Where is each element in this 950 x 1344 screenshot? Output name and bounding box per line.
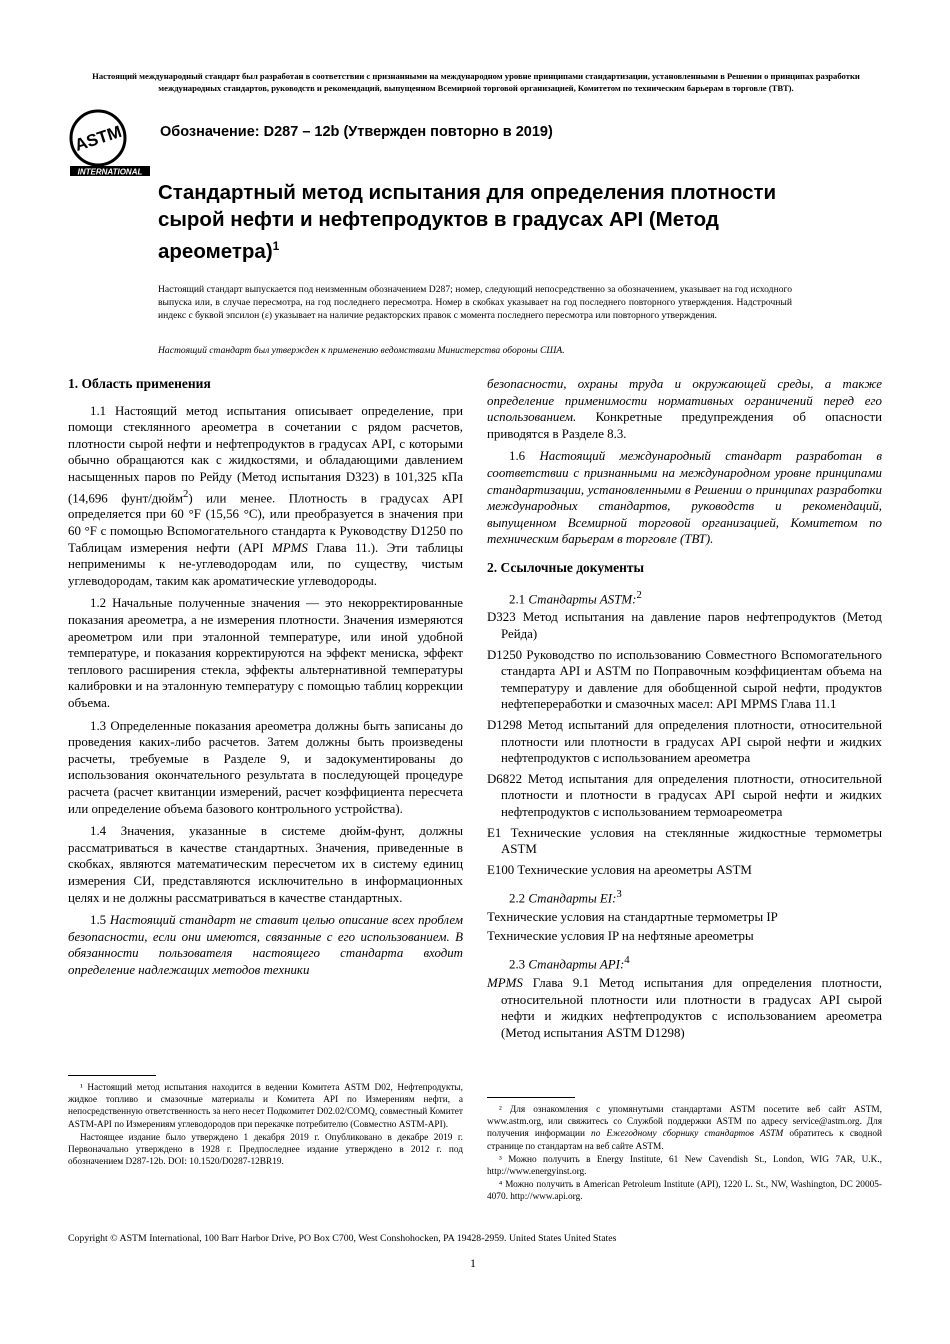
section-1-heading: 1. Область применения [68,376,211,391]
footnote-1-edition: Настоящее издание было утверждено 1 декабря 2019 г. Опубликовано в декабре 2019 г. Первоначально утверждено в 1928 г. Предпоследнее издание утверждено в 2012 г. под обозначением D287-12b. DOI: 10.1520/D0287-12BR19. [68,1132,463,1168]
subsection-2-3: 2.3 Стандарты API:$^4$ [509,954,630,972]
paragraph-1-3: 1.3 Определенные показания ареометра должны быть записаны до проведения каких-либо расчетов. Затем должны быть произведены расчеты, требуемые в Разделе 9, и задокументированы до использования окончательного результата в последующей процедуре расчета (расчет квитанции измерений, расчет коэффициента пересчета или определение объема базового контрольного устройства). [68,718,463,816]
issuance-note: Настоящий стандарт выпускается под неизменным обозначением D287; номер, следующий непосредственно за обозначением, указывает на год исходного выпуска или, в случае пересмотра, на год последнего пересмотра. Номер в скобках указывает на год последнего повторного утверждения. Надстрочный индекс с буквой эпсилон (ε) указывает на наличие редакторских правок с момента последнего пересмотра или повторного утверждения. [158,284,792,322]
ref-ip-hydrometers: Технические условия IP на нефтяные ареометры [487,928,754,943]
paragraph-1-1: 1.1 Настоящий метод испытания описывает определение, при помощи стеклянного ареометра в сочетании с рядом расчетов, плотности сырой нефти и нефтепродуктов в градусах API, с которыми обычно обращаются как с жидкостями, и обладающими давлением насыщенных паров по Рейду (Метод испытания D323) в 101,325 кПа (14,696 фунт/дюйм$^2$) или менее. Плотность в градусах API определяется при 60 °F (15,56 °C), или преобразуется в значения при 60 °F с помощью Вспомогательного стандарта к Руководству D1250 по Таблицам измерения нефти (API MPMS Глава 11.). Эти таблицы неприменимы к не-углеводородам или, по существу, чистым углеводородам, таким как ароматические углеводороды. [68,403,463,588]
paragraph-1-5-continued: безопасности, охраны труда и окружающей среды, а также определение применимости нормативных ограничений перед его использованием. Конкретные предупреждения об опасности приводятся в Разделе 8.3. [487,377,882,441]
footnotes-left [68,1082,463,1169]
logo-text: ASTM [72,121,124,155]
paragraph-1-2: 1.2 Начальные полученные значения — это некорректированные показания ареометра, а не измерения плотности. Значения измеряются ареометром или при эталонной температуре, или иной удобной температуре, и показания корректируются на эффект мениска, эффект теплового расширения стекла, эффекты альтернативной температуры калибровки и на эталонную температуру с помощью таблиц коррекции объема. [68,596,463,710]
ref-d6822[interactable]: D6822 Метод испытания для определения плотности, относительной плотности и плотности в градусах API сырой нефти и жидких нефтепродуктов с использованием термоареометра [487,771,882,819]
approval-note: Настоящий стандарт был утвержден к применению ведомствами Министерства обороны США. [158,345,565,356]
footnote-3: ³ Можно получить в Energy Institute, 61 New Cavendish St., London, WIG 7AR, U.K., http://www.energyinst.org. [487,1154,882,1178]
paragraph-1-5: 1.5 Настоящий стандарт не ставит целью описание всех проблем безопасности, если они имеются, связанные с его использованием. В обязанности пользователя настоящего стандарта входит определение надлежащих методов техники [68,913,463,977]
copyright-footer: Copyright © ASTM International, 100 Barr Harbor Drive, PO Box C700, West Conshohocken, PA 19428-2959. United States United States [68,1233,617,1244]
ref-d1250[interactable]: D1250 Руководство по использованию Совместного Вспомогательного стандарта API и ASTM по Поправочным коэффициентам объема на температуру и давление для обобщенной сырой нефти, продуктов нефтепереработки и смазочных масел: API MPMS Глава 11.1 [487,647,882,712]
paragraph-1-6: 1.6 Настоящий международный стандарт разработан в соответствии с признанными на международном уровне принципами стандартизации, установленными в Решении о принципах разработки международных стандартов, руководств и рекомендаций, выпущенном Всемирной торговой организацией, Комитетом по техническим барьерам в торговле (ТВТ). [487,449,882,547]
ref-e1[interactable]: E1 Технические условия на стеклянные жидкостные термометры ASTM [487,825,882,857]
right-column [487,376,882,1046]
ref-d323[interactable]: D323 Метод испытания на давление паров нефтепродуктов (Метод Рейда) [487,610,882,642]
ref-e100[interactable]: E100 Технические условия на ареометры ASTM [487,862,752,877]
international-standard-notice: Настоящий международный стандарт был разработан в соответствии с признанными на международном уровне принципами стандартизации, установленными в Решении о принципах разработки международных стандартов, руководств и рекомендаций, выпущенном Всемирной торговой организацией, Комитетом по техническим барьерам в торговле (ТВТ). [92,71,860,93]
footnote-divider-right [487,1097,575,1098]
section-2-heading: 2. Ссылочные документы [487,559,645,575]
footnote-2: ² Для ознакомления с упомянутыми стандартами ASTM посетите веб сайт ASTM, www.astm.org, или свяжитесь со Службой поддержки ASTM по адресу service@astm.org. Для получения информации по Ежегодному сборнику стандартов ASTM обратитесь к сводной странице по стандартам на веб сайте ASTM. [487,1105,883,1152]
paragraph-1-4: 1.4 Значения, указанные в системе дюйм-фунт, должны рассматриваться в качестве стандартных. Значения, приведенные в скобках, являются математическим пересчетом их в систему единиц измерения СИ, представляются исключительно в информационных целях и не должны рассматриваться в качестве стандартных. [68,824,463,905]
ref-api-mpms-9-1[interactable]: MPMS Глава 9.1 Метод испытания для определения плотности, относительной плотности или плотности в градусах API сырой нефти и жидких нефтепродуктов с использованием ареометра (Метод испытания ASTM D1298) [487,976,882,1041]
logo-subtext: INTERNATIONAL [77,167,143,177]
ref-d1298[interactable]: D1298 Метод испытаний для определения плотности, относительной плотности или плотности в градусах API сырой нефти и жидких нефтепродуктов с использованием ареометра [487,717,882,766]
ref-ip-thermometers: Технические условия на стандартные термометры IP [487,910,778,925]
footnote-divider-left [68,1075,156,1076]
left-column [68,376,463,984]
subsection-2-2: 2.2 Стандарты EI:$^3$ [509,888,622,906]
title-footnote-mark[interactable]: 1 [272,239,280,253]
footnote-4: ⁴ Можно получить в American Petroleum Institute (API), 1220 L. St., NW, Washington, DC 20005-4070. http://www.api.org. [487,1180,882,1203]
title-text: Стандартный метод испытания для определения плотности сырой нефти и нефтепродуктов в градусах API (Метод ареометра) [158,181,777,263]
subsection-2-1: 2.1 Стандарты ASTM:$^2$ [509,588,642,606]
astm-logo-icon [66,108,156,178]
footnotes-right [487,1104,882,1205]
page-number: 1 [470,1256,476,1270]
document-title [158,179,798,265]
footnote-1: ¹ Настоящий метод испытания находится в ведении Комитета ASTM D02, Нефтепродукты, жидкое топливо и смазочные материалы и Комитета API по Измерениям нефти, а непосредственную ответственность за него несет Подкомитет D02.02/COMQ, совместный Комитет ASTM-API по Измерениям углеводородов при перекачке потребителю (Совместно ASTM-API). [68,1083,463,1130]
designation: Обозначение: D287 – 12b (Утвержден повторно в 2019) [160,124,553,140]
